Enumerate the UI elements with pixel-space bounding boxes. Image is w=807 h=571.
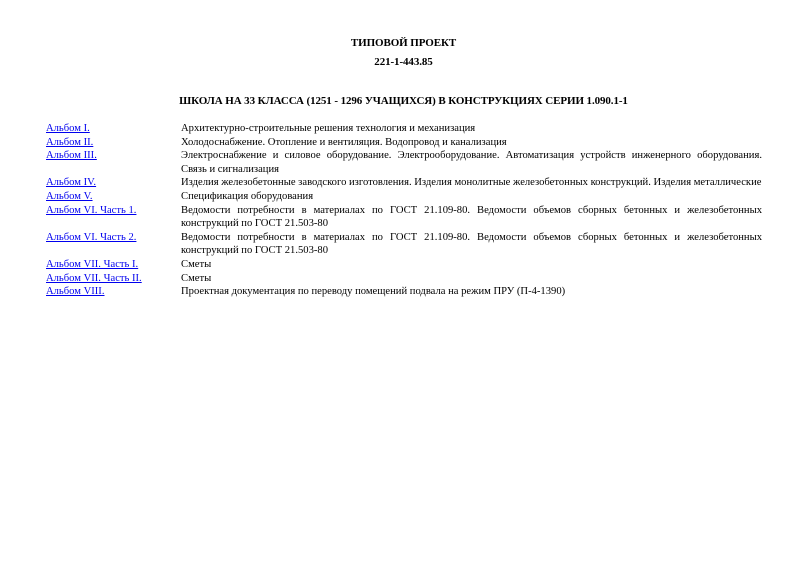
album-row	[46, 190, 762, 204]
project-code: 221-1-443.85	[374, 56, 433, 68]
album-row	[46, 149, 762, 176]
project-subtitle: ШКОЛА НА 33 КЛАССА (1251 - 1296 УЧАЩИХСЯ) В КОНСТРУКЦИЯХ СЕРИИ 1.090.1-1	[179, 95, 628, 107]
album-description: Проектная документация по переводу помещений подвала на режим ПРУ (П-4-1390)	[181, 286, 566, 298]
album-row	[46, 136, 762, 150]
album-row	[46, 258, 762, 272]
album-row	[46, 272, 762, 286]
album-link-4[interactable]: Альбом IV.	[46, 177, 97, 189]
album-description: Ведомости потребности в материалах по ГОСТ 21.109-80. Ведомости объемов сборных бетонных и железобетонных конструкций по ГОСТ 21.503-80	[181, 231, 762, 257]
album-description: Архитектурно-строительные решения технология и механизация	[181, 123, 476, 134]
album-link-5[interactable]: Альбом V.	[46, 190, 93, 202]
album-link-2[interactable]: Альбом II.	[46, 136, 94, 148]
album-description: Изделия железобетонные заводского изготовления. Изделия монолитные железобетонных конструкций. Изделия металлические	[181, 177, 762, 189]
album-link-9[interactable]: Альбом VII. Часть II.	[46, 272, 142, 284]
album-row	[46, 285, 762, 299]
album-link-8[interactable]: Альбом VII. Часть I.	[46, 258, 139, 270]
album-link-7[interactable]: Альбом VI. Часть 2.	[46, 231, 137, 243]
album-row	[46, 204, 762, 231]
album-link-3[interactable]: Альбом III.	[46, 150, 97, 162]
album-link-10[interactable]: Альбом VIII.	[46, 286, 105, 298]
album-description: Сметы	[181, 258, 212, 270]
document-title: ТИПОВОЙ ПРОЕКТ	[350, 37, 457, 49]
album-description: Холодоснабжение. Отопление и вентиляция. Водопровод и канализация	[181, 136, 507, 148]
album-description: Спецификация оборудования	[181, 190, 314, 202]
album-row	[46, 122, 762, 136]
album-row	[46, 231, 762, 258]
album-description: Сметы	[181, 272, 212, 284]
album-row	[46, 176, 762, 190]
album-description: Ведомости потребности в материалах по ГОСТ 21.109-80. Ведомости объемов сборных бетонных и железобетонных конструкций по ГОСТ 21.503-80	[181, 204, 762, 230]
album-link-1[interactable]: Альбом I.	[46, 123, 90, 134]
album-list	[46, 122, 762, 299]
album-description: Электроснабжение и силовое оборудование. Электрооборудование. Автоматизация устройств инженерного оборудования. Связь и сигнализация	[181, 150, 762, 175]
album-link-6[interactable]: Альбом VI. Часть 1.	[46, 204, 137, 216]
